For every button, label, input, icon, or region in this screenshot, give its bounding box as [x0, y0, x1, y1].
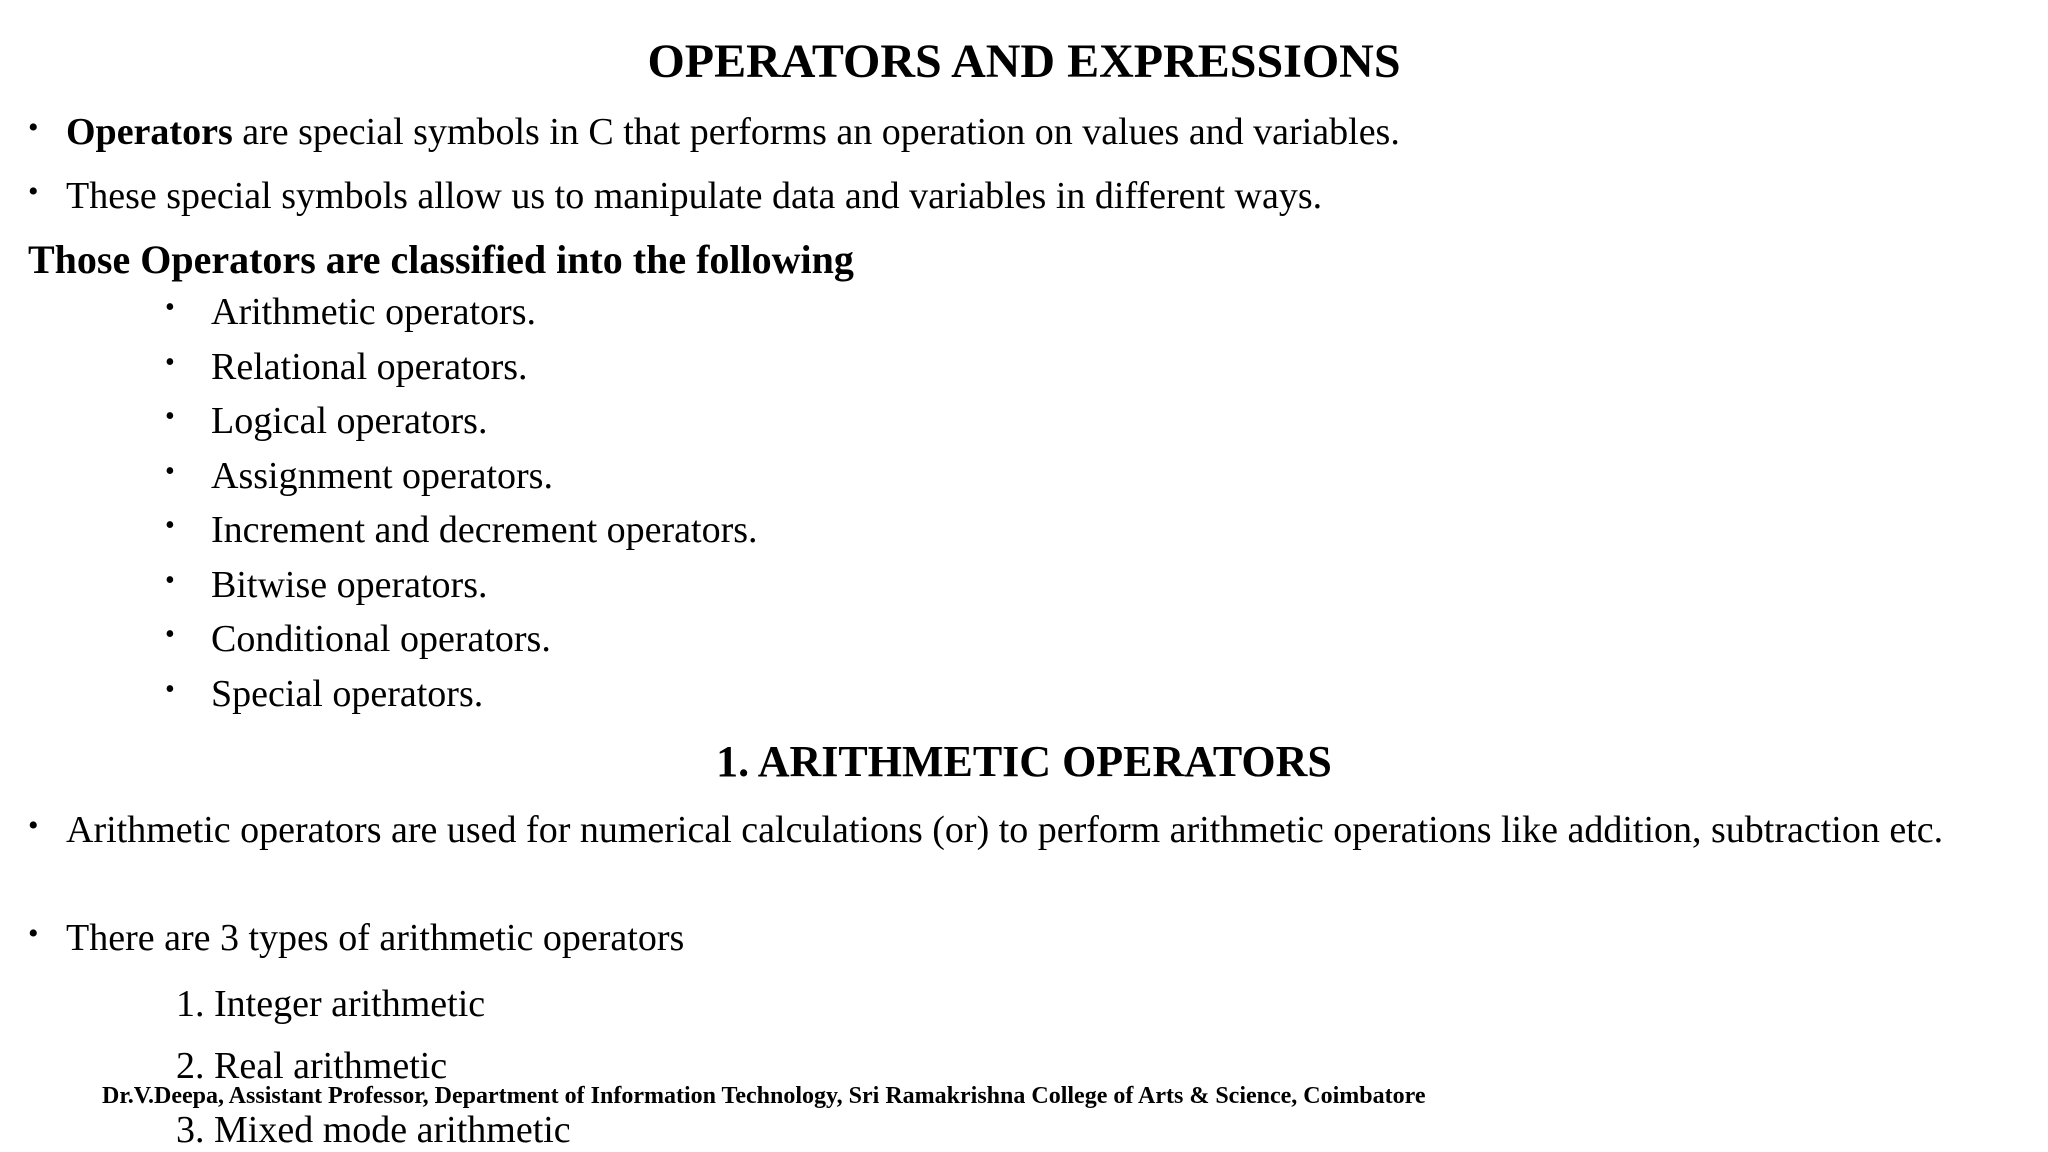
arith-type-integer: 1. Integer arithmetic	[176, 983, 486, 1025]
operators-term: Operators	[66, 111, 233, 153]
slide-title: OPERATORS AND EXPRESSIONS	[647, 35, 1401, 88]
bullet-dot: •	[165, 401, 175, 432]
bullet-dot: •	[165, 346, 175, 378]
list-item: • Special operators.	[165, 672, 758, 727]
classification-heading: Those Operators are classified into the following	[28, 237, 854, 282]
section-title: 1. ARITHMETIC OPERATORS	[716, 737, 1332, 786]
footer-credit: Dr.V.Deepa, Assistant Professor, Department of Information Technology, Sri Ramakrishna College of Arts & Science, Coimbatore	[102, 1083, 1426, 1109]
bullet-dot: •	[165, 510, 175, 541]
bullet-dot: •	[28, 175, 39, 208]
arith-bullet-2	[28, 916, 2008, 960]
bullet-dot: •	[165, 673, 175, 705]
list-item: • Increment and decrement operators.	[165, 508, 758, 563]
bullet-dot: •	[28, 111, 39, 144]
bullet-dot: •	[165, 292, 175, 323]
arith-bullet-1	[28, 808, 2008, 852]
bullet-dot: •	[165, 455, 175, 487]
list-item: • Relational operators.	[165, 345, 758, 400]
bullet-dot: •	[28, 809, 39, 842]
arith-type-mixed: 3. Mixed mode arithmetic	[176, 1109, 571, 1151]
list-item: • Assignment operators.	[165, 454, 758, 509]
list-item: • Logical operators.	[165, 399, 758, 454]
intro-bullet-2-text: These special symbols allow us to manipulate data and variables in different ways.	[66, 175, 1323, 217]
list-item: • Bitwise operators.	[165, 563, 758, 618]
arith-bullet-1-text: Arithmetic operators are used for numerical calculations (or) to perform arithmetic operations like addition, subtraction etc.	[66, 809, 1944, 851]
intro-bullet-1	[28, 110, 2008, 154]
arith-type-real: 2. Real arithmetic	[176, 1045, 448, 1087]
list-item: • Conditional operators.	[165, 617, 758, 672]
intro-bullet-1-text: are special symbols in C that performs an operation on values and variables.	[232, 111, 1400, 153]
bullet-dot: •	[165, 564, 175, 596]
list-item: • Arithmetic operators.	[165, 290, 758, 345]
arith-bullet-2-text: There are 3 types of arithmetic operators	[66, 917, 685, 959]
bullet-dot: •	[165, 619, 175, 650]
intro-bullet-2	[28, 174, 2008, 218]
operator-types-list	[165, 290, 758, 726]
bullet-dot: •	[28, 917, 39, 950]
